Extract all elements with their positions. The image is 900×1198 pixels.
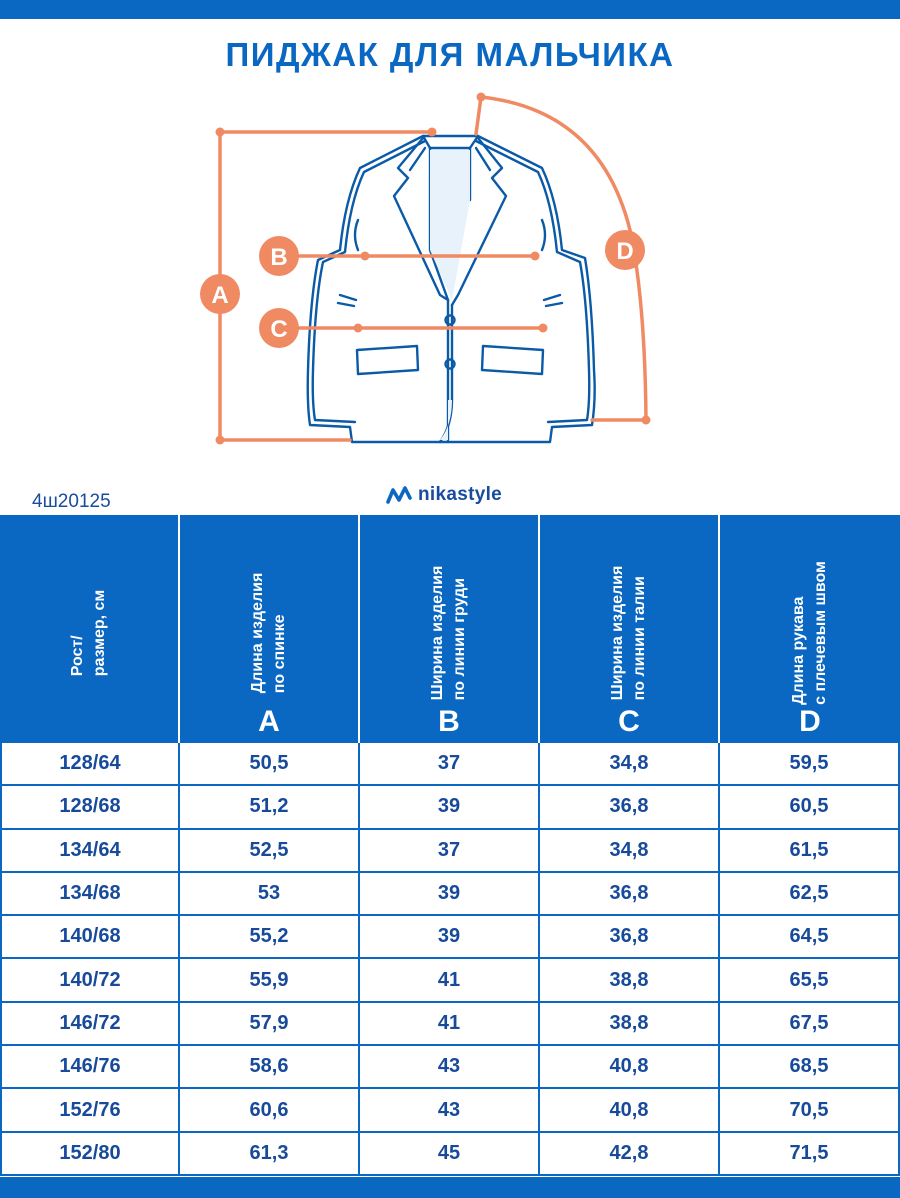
table-row (0, 959, 900, 1002)
cell-c: 36,8 (540, 916, 720, 957)
cell-a: 61,3 (180, 1133, 360, 1174)
cell-b: 39 (360, 916, 540, 957)
page-title: ПИДЖАК ДЛЯ МАЛЬЧИКА (225, 36, 675, 73)
badge-c-label: C (270, 316, 288, 343)
bottom-bar (0, 1177, 900, 1198)
table-row (0, 873, 900, 916)
article-number: 4ш20125 (32, 491, 111, 512)
cell-c: 42,8 (540, 1133, 720, 1174)
brand-mark-icon (386, 484, 412, 506)
cell-c: 38,8 (540, 959, 720, 1000)
table-row (0, 786, 900, 829)
header-letter-a: A (258, 705, 280, 738)
cell-size: 134/68 (0, 873, 180, 914)
cell-d: 68,5 (720, 1046, 900, 1087)
cell-c: 40,8 (540, 1046, 720, 1087)
cell-c: 40,8 (540, 1089, 720, 1130)
cell-a: 55,9 (180, 959, 360, 1000)
cell-size: 146/72 (0, 1003, 180, 1044)
table-row (0, 1046, 900, 1089)
cell-a: 50,5 (180, 743, 360, 784)
cell-a: 58,6 (180, 1046, 360, 1087)
cell-c: 36,8 (540, 786, 720, 827)
shirt-fill (430, 150, 470, 300)
cell-a: 55,2 (180, 916, 360, 957)
cell-b: 39 (360, 786, 540, 827)
cell-d: 62,5 (720, 873, 900, 914)
header-length-back: Длина изделия по спинке A (180, 515, 360, 743)
cell-size: 140/68 (0, 916, 180, 957)
cell-d: 65,5 (720, 959, 900, 1000)
badge-b-label: B (270, 244, 288, 271)
cell-c: 34,8 (540, 743, 720, 784)
cell-c: 34,8 (540, 830, 720, 871)
measure-badges (200, 230, 645, 348)
table-row (0, 830, 900, 873)
cell-c: 36,8 (540, 873, 720, 914)
cell-size: 140/72 (0, 959, 180, 1000)
cell-b: 37 (360, 743, 540, 784)
size-table (0, 515, 900, 1176)
table-row (0, 916, 900, 959)
header-letter-b: B (438, 705, 460, 738)
cell-size: 128/64 (0, 743, 180, 784)
header-letter-d: D (799, 705, 821, 738)
cell-b: 45 (360, 1133, 540, 1174)
cell-b: 41 (360, 1003, 540, 1044)
header-letter-c: C (618, 705, 640, 738)
cell-a: 51,2 (180, 786, 360, 827)
table-row (0, 1133, 900, 1176)
cell-b: 39 (360, 873, 540, 914)
cell-b: 37 (360, 830, 540, 871)
cell-d: 70,5 (720, 1089, 900, 1130)
table-row (0, 743, 900, 786)
cell-b: 43 (360, 1046, 540, 1087)
cell-d: 71,5 (720, 1133, 900, 1174)
brand-logo (386, 484, 502, 506)
cell-d: 67,5 (720, 1003, 900, 1044)
cell-size: 128/68 (0, 786, 180, 827)
header-waist-width: Ширина изделия по линии талии C (540, 515, 720, 743)
cell-b: 43 (360, 1089, 540, 1130)
cell-d: 61,5 (720, 830, 900, 871)
badge-d-label: D (616, 238, 634, 265)
header-size: Рост/ размер, см (0, 515, 180, 743)
cell-b: 41 (360, 959, 540, 1000)
cell-size: 146/76 (0, 1046, 180, 1087)
badge-a-label: A (211, 282, 229, 309)
header-chest-width: Ширина изделия по линии груди B (360, 515, 540, 743)
cell-c: 38,8 (540, 1003, 720, 1044)
cell-d: 60,5 (720, 786, 900, 827)
table-row (0, 1089, 900, 1132)
table-row (0, 1003, 900, 1046)
table-body (0, 743, 900, 1176)
jacket-diagram (180, 86, 680, 456)
cell-a: 57,9 (180, 1003, 360, 1044)
header-sleeve-length: Длина рукава с плечевым швом D (720, 515, 900, 743)
cell-d: 59,5 (720, 743, 900, 784)
top-bar (0, 0, 900, 19)
cell-size: 152/76 (0, 1089, 180, 1130)
cell-a: 53 (180, 873, 360, 914)
cell-size: 152/80 (0, 1133, 180, 1174)
cell-d: 64,5 (720, 916, 900, 957)
table-header (0, 515, 900, 743)
cell-a: 52,5 (180, 830, 360, 871)
cell-size: 134/64 (0, 830, 180, 871)
cell-a: 60,6 (180, 1089, 360, 1130)
brand-name: nikastyle (418, 484, 503, 505)
